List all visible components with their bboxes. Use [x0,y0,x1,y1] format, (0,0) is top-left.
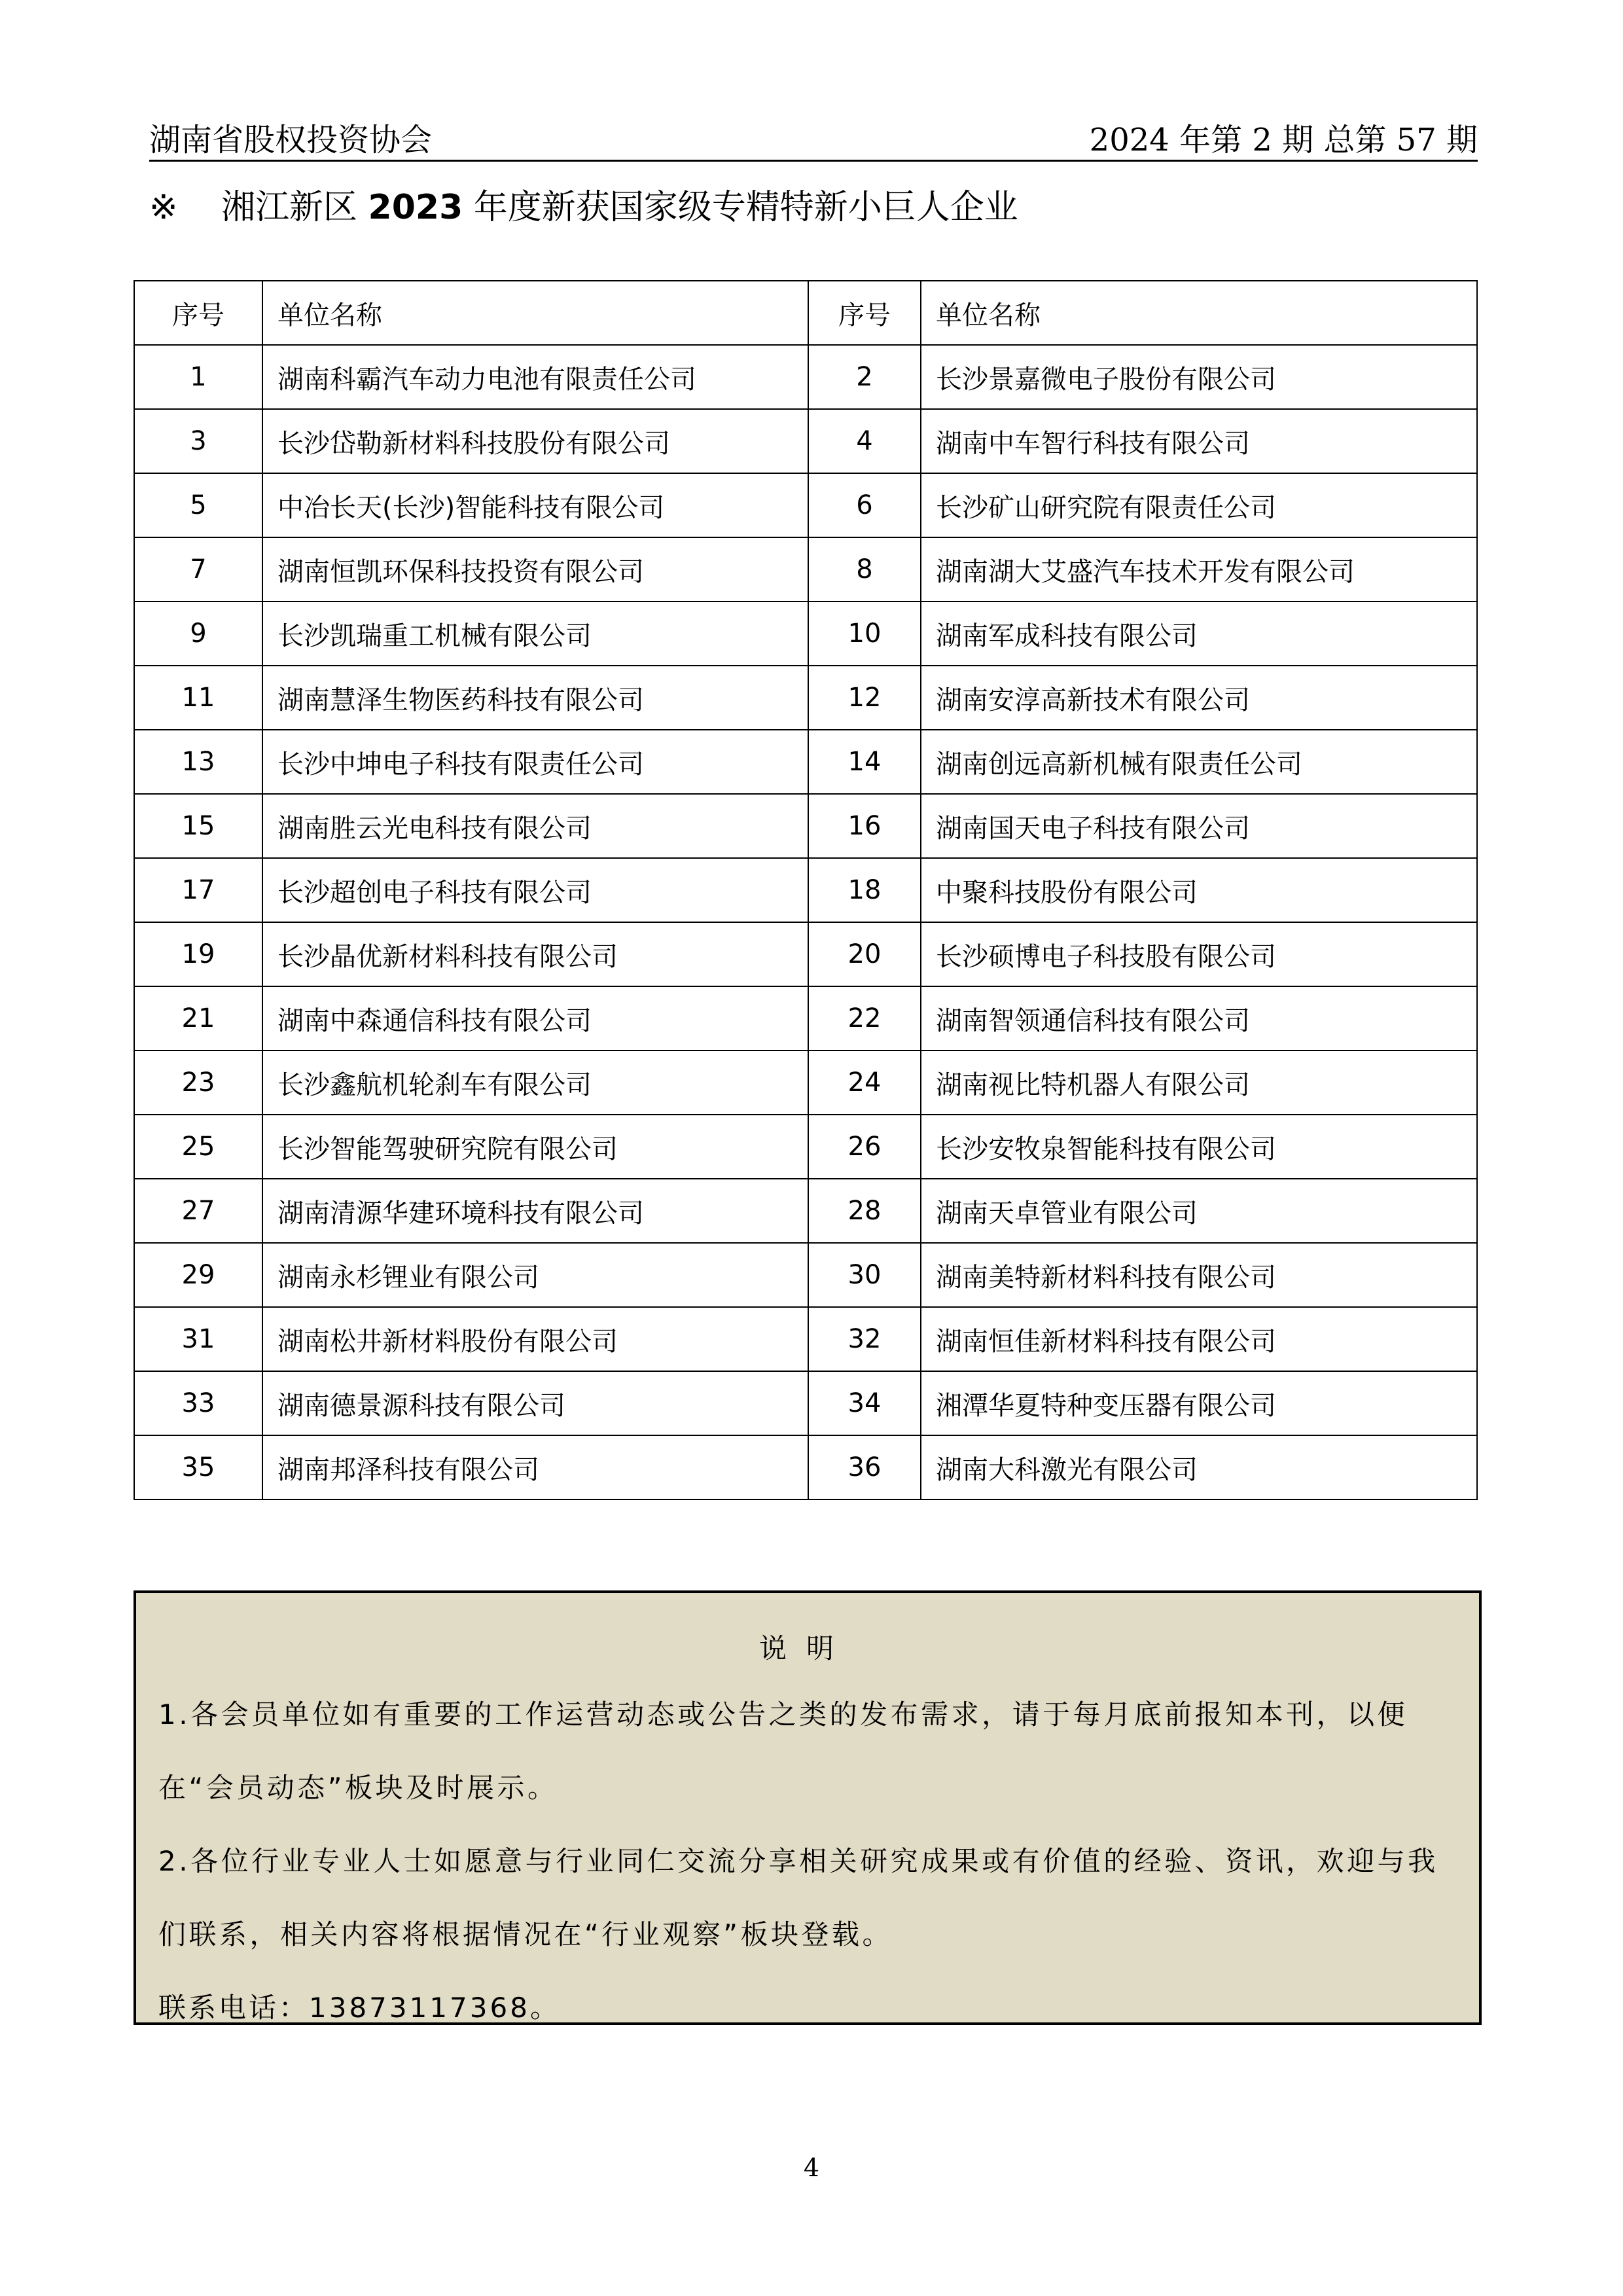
row-company-right: 中聚科技股份有限公司 [921,858,1477,922]
row-company-left: 湖南恒凯环保科技投资有限公司 [262,537,808,601]
section-title-suffix: 年度新获国家级专精特新小巨人企业 [463,188,1018,227]
row-company-left: 长沙中坤电子科技有限责任公司 [262,730,808,794]
header-index-left: 序号 [134,281,262,345]
row-index-right: 18 [808,858,921,922]
notice-item-2: 2.各位行业专业人士如愿意与行业同仁交流分享相关研究成果或有价值的经验、资讯，欢迎与我们联系，相关内容将根据情况在“行业观察”板块登载。 [158,1845,1438,1950]
table-row [134,1243,1477,1307]
row-index-right: 32 [808,1307,921,1371]
row-index-right: 36 [808,1435,921,1499]
row-index-right: 4 [808,409,921,473]
running-header [149,118,1478,162]
section-title-prefix: 湘江新区 [221,188,368,227]
row-company-right: 长沙硕博电子科技股有限公司 [921,922,1477,986]
page-number: 4 [803,2153,820,2182]
table-row [134,1307,1477,1371]
row-index-right: 6 [808,473,921,537]
row-index-left: 7 [134,537,262,601]
table-row [134,730,1477,794]
row-company-left: 湖南松井新材料股份有限公司 [262,1307,808,1371]
row-index-left: 1 [134,345,262,409]
table-row [134,537,1477,601]
row-company-right: 湖南视比特机器人有限公司 [921,1050,1477,1115]
row-company-left: 中冶长天(长沙)智能科技有限公司 [262,473,808,537]
row-company-right: 湖南美特新材料科技有限公司 [921,1243,1477,1307]
table-row [134,1050,1477,1115]
row-company-right: 湖南智领通信科技有限公司 [921,986,1477,1050]
reference-mark-icon: ※ [149,188,178,227]
row-index-right: 16 [808,794,921,858]
section-title-year: 2023 [368,188,463,227]
notice-title: 说明 [758,1632,853,1664]
row-index-right: 24 [808,1050,921,1115]
row-company-right: 湖南恒佳新材料科技有限公司 [921,1307,1477,1371]
row-company-left: 湖南清源华建环境科技有限公司 [262,1179,808,1243]
row-index-right: 12 [808,666,921,730]
row-index-right: 34 [808,1371,921,1435]
table-row [134,794,1477,858]
table-row [134,409,1477,473]
row-index-left: 9 [134,601,262,666]
row-company-left: 湖南慧泽生物医药科技有限公司 [262,666,808,730]
row-index-left: 11 [134,666,262,730]
row-company-left: 湖南科霸汽车动力电池有限责任公司 [262,345,808,409]
table-header-row [134,281,1477,345]
row-company-right: 湖南中车智行科技有限公司 [921,409,1477,473]
row-index-left: 3 [134,409,262,473]
table-row [134,1435,1477,1499]
section-title [149,178,1018,237]
row-company-left: 长沙岱勒新材料科技股份有限公司 [262,409,808,473]
row-index-right: 26 [808,1115,921,1179]
row-company-right: 长沙矿山研究院有限责任公司 [921,473,1477,537]
row-index-left: 21 [134,986,262,1050]
row-company-left: 湖南邦泽科技有限公司 [262,1435,808,1499]
notice-contact: 联系电话：13873117368。 [158,1992,560,2024]
row-company-right: 湖南天卓管业有限公司 [921,1179,1477,1243]
row-index-right: 8 [808,537,921,601]
table-row [134,1371,1477,1435]
row-company-right: 长沙景嘉微电子股份有限公司 [921,345,1477,409]
header-issue: 2024 年第 2 期 总第 57 期 [1089,122,1478,158]
row-index-right: 14 [808,730,921,794]
row-company-right: 湘潭华夏特种变压器有限公司 [921,1371,1477,1435]
row-company-left: 长沙凯瑞重工机械有限公司 [262,601,808,666]
row-company-left: 湖南中森通信科技有限公司 [262,986,808,1050]
table-row [134,345,1477,409]
table-row [134,601,1477,666]
header-name-right: 单位名称 [921,281,1477,345]
row-index-right: 22 [808,986,921,1050]
row-company-left: 湖南胜云光电科技有限公司 [262,794,808,858]
row-company-right: 湖南湖大艾盛汽车技术开发有限公司 [921,537,1477,601]
row-index-left: 23 [134,1050,262,1115]
row-index-right: 10 [808,601,921,666]
row-index-right: 28 [808,1179,921,1243]
row-company-right: 湖南军成科技有限公司 [921,601,1477,666]
row-company-left: 长沙晶优新材料科技有限公司 [262,922,808,986]
header-organization: 湖南省股权投资协会 [149,122,433,158]
table-row [134,473,1477,537]
row-company-left: 湖南永杉锂业有限公司 [262,1243,808,1307]
table-row [134,858,1477,922]
table-row [134,666,1477,730]
row-index-left: 29 [134,1243,262,1307]
header-name-left: 单位名称 [262,281,808,345]
row-index-right: 30 [808,1243,921,1307]
row-index-right: 2 [808,345,921,409]
row-company-right: 湖南创远高新机械有限责任公司 [921,730,1477,794]
row-index-left: 25 [134,1115,262,1179]
row-index-left: 19 [134,922,262,986]
row-index-left: 15 [134,794,262,858]
row-company-right: 湖南大科激光有限公司 [921,1435,1477,1499]
table-row [134,922,1477,986]
row-company-left: 长沙超创电子科技有限公司 [262,858,808,922]
row-company-right: 湖南安淳高新技术有限公司 [921,666,1477,730]
row-company-left: 长沙智能驾驶研究院有限公司 [262,1115,808,1179]
enterprise-table [134,280,1478,1500]
table-row [134,1115,1477,1179]
row-index-left: 27 [134,1179,262,1243]
table-row [134,1179,1477,1243]
notice-box [134,1590,1482,2025]
row-index-left: 17 [134,858,262,922]
row-index-left: 5 [134,473,262,537]
notice-item-1: 1.各会员单位如有重要的工作运营动态或公告之类的发布需求，请于每月底前报知本刊，以便在“会员动态”板块及时展示。 [158,1698,1408,1804]
row-company-left: 长沙鑫航机轮刹车有限公司 [262,1050,808,1115]
row-index-left: 35 [134,1435,262,1499]
row-index-left: 13 [134,730,262,794]
row-index-left: 31 [134,1307,262,1371]
row-index-left: 33 [134,1371,262,1435]
header-index-right: 序号 [808,281,921,345]
table-row [134,986,1477,1050]
row-index-right: 20 [808,922,921,986]
row-company-left: 湖南德景源科技有限公司 [262,1371,808,1435]
row-company-right: 湖南国天电子科技有限公司 [921,794,1477,858]
row-company-right: 长沙安牧泉智能科技有限公司 [921,1115,1477,1179]
